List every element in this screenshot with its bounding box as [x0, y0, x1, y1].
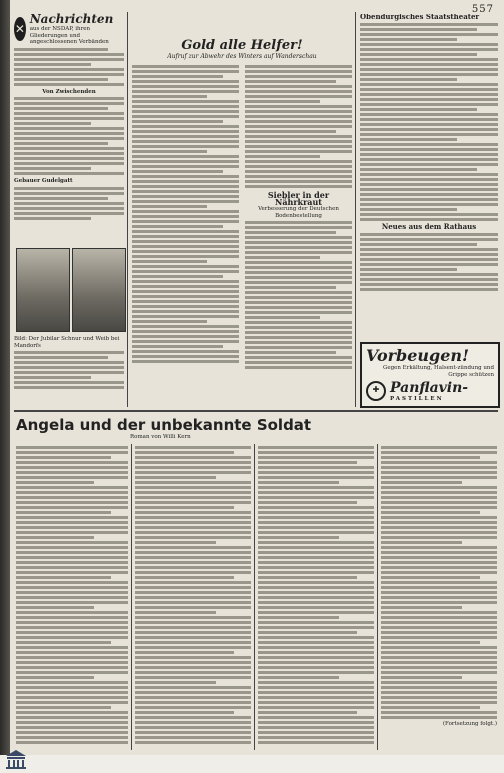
photo-elderly-woman	[72, 248, 126, 332]
story-col-2	[135, 444, 251, 750]
story-continuation: (Fortsetzung folgt.)	[442, 721, 497, 727]
story-col-1	[16, 444, 128, 750]
photo-elderly-man	[16, 248, 70, 332]
page-number: 557	[471, 4, 494, 15]
ad-brand-sub: PASTILLEN	[390, 396, 444, 402]
story-title: Angela und der unbekannte Soldat	[16, 416, 312, 434]
viewer-footer	[0, 755, 504, 773]
ad-headline: Vorbeugen!	[366, 346, 470, 365]
story-byline: Roman von Willi Kern	[130, 434, 191, 440]
newspaper-page	[10, 0, 504, 755]
left-subtitle: aus der NSDAP, ihren Gliederungen und angeschlossenen Verbänden	[29, 26, 109, 45]
bayer-cross-icon: ✚	[366, 381, 386, 401]
story-col-3	[258, 444, 374, 750]
center-section-sub: Verbesserung der Deutschen Bodenbestellung	[258, 206, 339, 219]
left-column-lower	[14, 336, 124, 406]
panflavin-advertisement	[360, 342, 500, 408]
center-section-heading: Siebler in der Nährkraut	[267, 190, 330, 207]
theater-title: Obendurgisches Staatstheater	[360, 14, 480, 21]
ad-subtext: Gegen Erkältung, Halsent-zündung und Grippe schützen	[382, 365, 494, 378]
book-gutter	[0, 0, 10, 773]
photo-caption: Bild: Der Jubilar Schnur und Weib bei Mandorfs	[14, 336, 120, 349]
center-title: Gold alle Helfer!	[181, 38, 303, 53]
right-section-heading: Neues aus dem Rathaus	[381, 221, 477, 231]
party-emblem-icon: ✕	[14, 17, 26, 41]
left-title: Nachrichten	[29, 12, 114, 26]
story-col-4	[381, 444, 497, 750]
center-column	[132, 38, 352, 408]
library-building-icon	[4, 748, 28, 770]
left-section-heading-2: Gebauer Gudelgatt	[14, 178, 73, 184]
right-column	[360, 14, 498, 344]
ad-brand: Panflavin-	[390, 380, 469, 396]
center-subtitle: Aufruf zur Abwehr des Winters auf Wanderschau	[167, 53, 317, 60]
left-section-heading: Von Zwischenden	[42, 88, 96, 95]
